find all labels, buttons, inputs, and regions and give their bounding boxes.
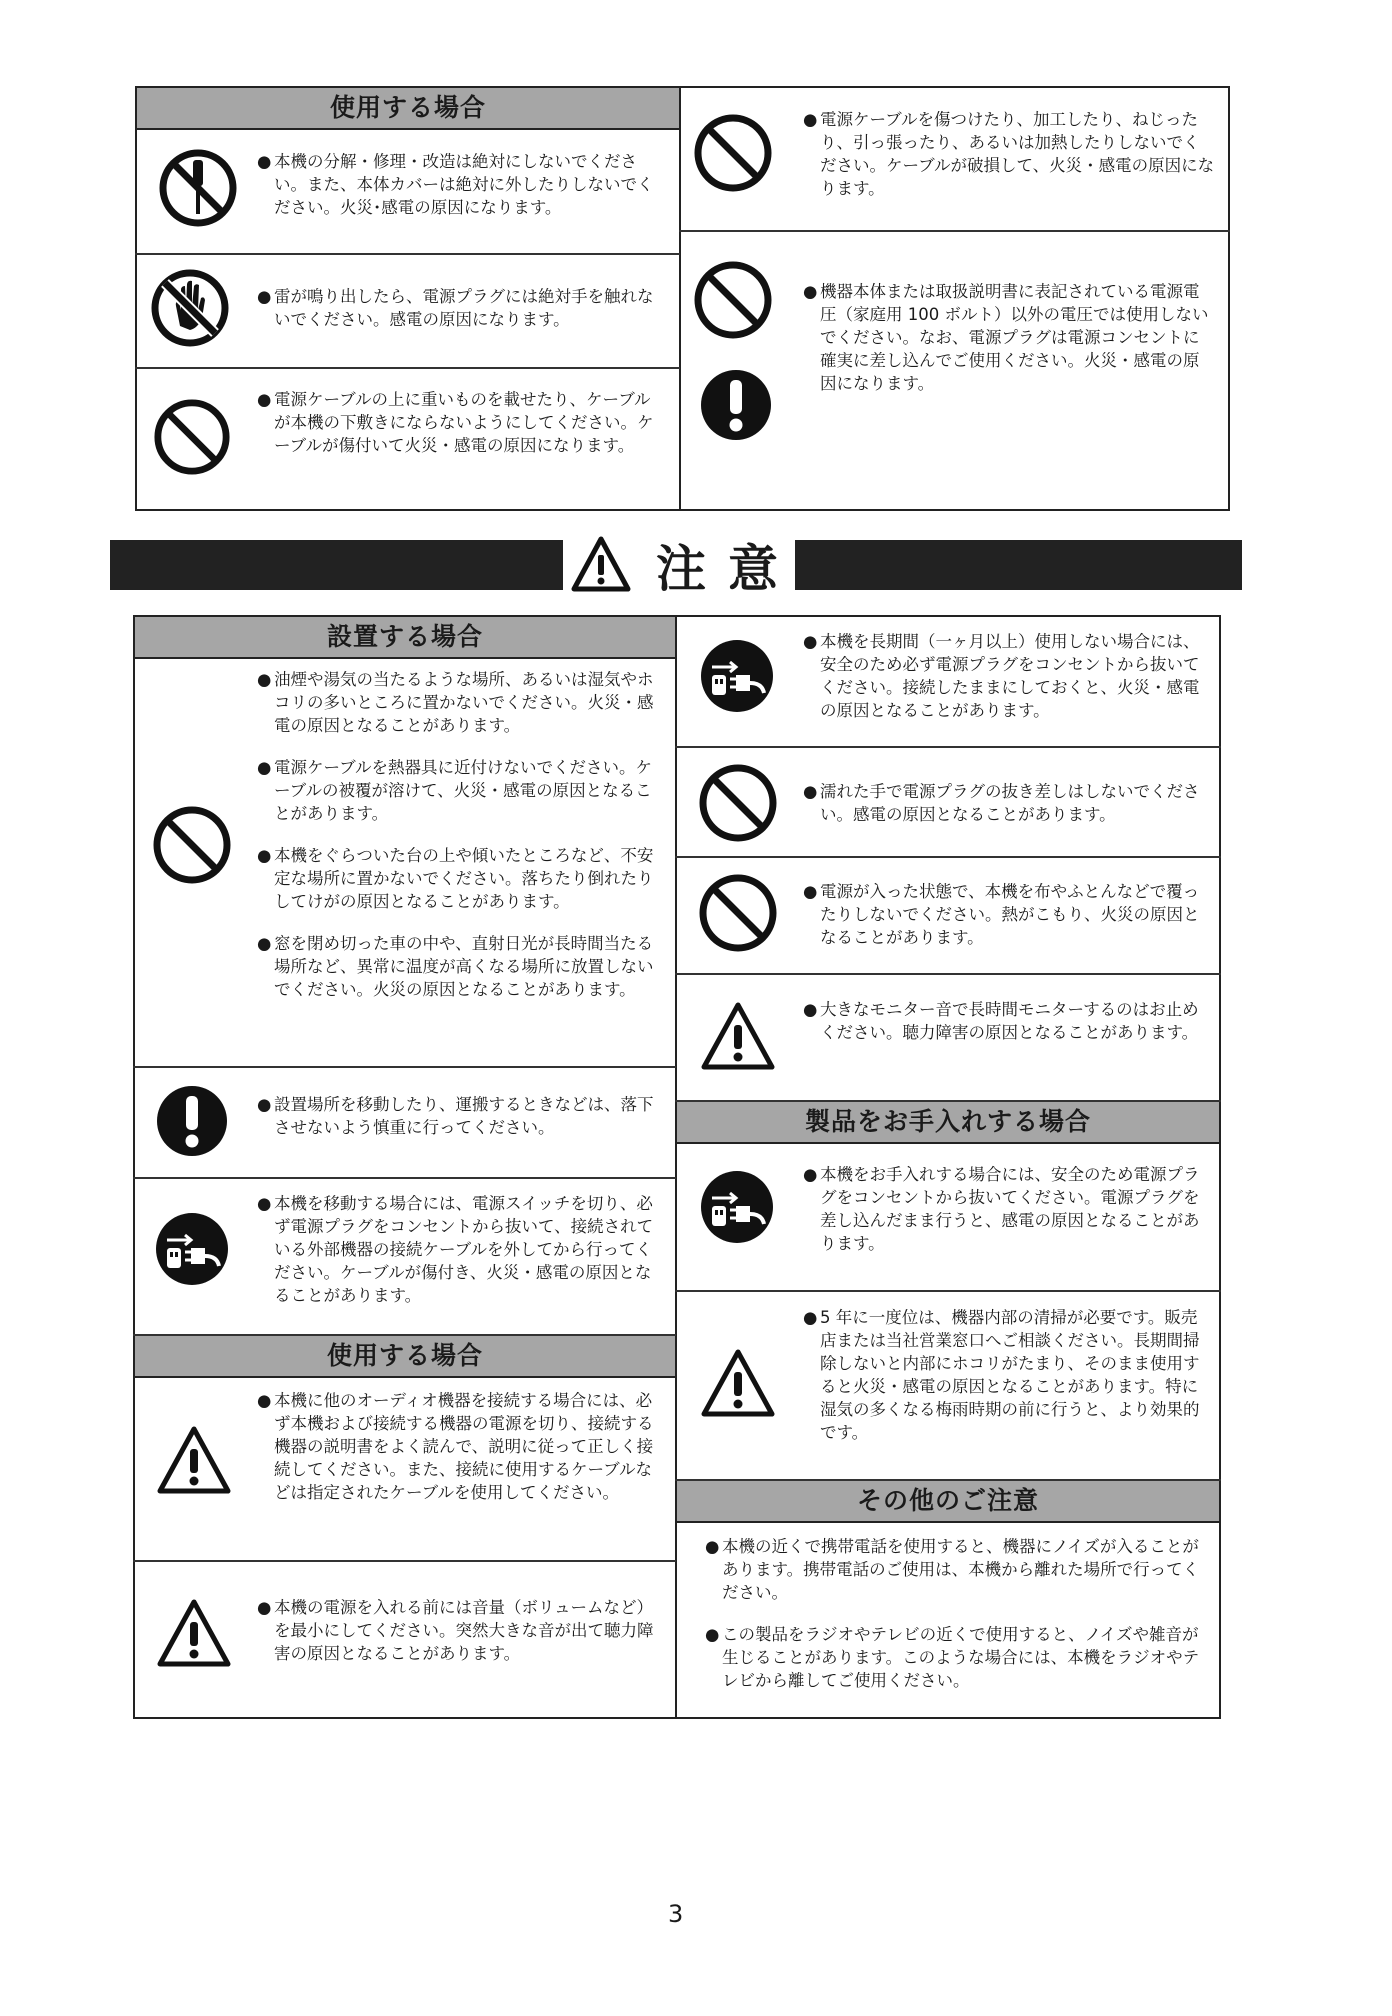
caution-banner-bar-right (795, 540, 1242, 590)
right-usage-paragraph: ● 大きなモニター音で長時間モニターするのはお止めください。聴力障害の原因となることがあります。 (803, 998, 1206, 1044)
installation-item-2-text (257, 1093, 662, 1139)
top-item-1-text (257, 150, 662, 219)
installation-header: 設置する場合 (135, 617, 675, 659)
usage-paragraph: ● 本機に他のオーディオ機器を接続する場合には、必ず本機および接続する機器の電源を切り、接続する機器の説明書をよく読んで、説明に従って正しく接続してください。また、接続に使用するケーブルなどは指定されたケーブルを使用してください。 (257, 1389, 662, 1504)
prohibition-icon (693, 260, 773, 340)
unplug-icon (700, 639, 774, 713)
other-paragraph: ● 本機の近くで携帯電話を使用すると、機器にノイズが入ることがあります。携帯電話のご使用は、本機から離れた場所で行ってください。 (705, 1535, 1205, 1604)
prohibition-icon (693, 113, 773, 193)
maintenance-header: 製品をお手入れする場合 (677, 1102, 1219, 1144)
maintenance-paragraph: ● 5 年に一度位は、機器内部の清掃が必要です。販売店または当社営業窓口へご相談ください。長期間掃除しないと内部にホコリがたまり、そのまま使用すると火災・感電の原因となることがあります。特に湿気の多くなる梅雨時期の前に行うと、より効果的です。 (803, 1306, 1206, 1444)
row-divider (133, 1560, 676, 1562)
caution-triangle-icon (700, 1001, 776, 1071)
prohibition-icon (152, 805, 232, 885)
top-item-2-text (257, 285, 662, 331)
mandatory-action-icon (156, 1085, 228, 1157)
row-divider (135, 367, 680, 369)
right-usage-item-1-text (803, 630, 1206, 722)
top-item-5-paragraph: ● 機器本体または取扱説明書に表記されている電源電圧（家庭用 100 ボルト）以外の電圧では使用しないでください。なお、電源プラグは電源コンセントに確実に差し込んでご使用ください。火災・感電の原因になります。 (803, 280, 1215, 395)
caution-table-divider (675, 615, 677, 1719)
row-divider (133, 1066, 676, 1068)
do-not-touch-icon (150, 268, 230, 348)
installation-item-3-text (257, 1192, 662, 1307)
installation-paragraph: ● 本機を移動する場合には、電源スイッチを切り、必ず電源プラグをコンセントから抜いて、接続されている外部機器の接続ケーブルを外してから行ってください。ケーブルが傷付き、火災・感電の原因となることがあります。 (257, 1192, 662, 1307)
usage-item-2-text (257, 1596, 662, 1665)
caution-banner-bar-left (110, 540, 563, 590)
right-usage-paragraph: ● 電源が入った状態で、本機を布やふとんなどで覆ったりしないでください。熱がこもり、火災の原因となることがあります。 (803, 880, 1206, 949)
maintenance-paragraph: ● 本機をお手入れする場合には、安全のため電源プラグをコンセントから抜いてください。電源プラグを差し込んだまま行うと、感電の原因となることがあります。 (803, 1163, 1206, 1255)
row-divider (675, 1290, 1221, 1292)
top-table-divider (679, 86, 681, 511)
usage-item-1-text (257, 1389, 662, 1504)
top-item-5-text (803, 280, 1215, 395)
row-divider (679, 230, 1230, 232)
prohibition-icon (153, 398, 231, 476)
top-item-2-paragraph: ● 雷が鳴り出したら、電源プラグには絶対手を触れないでください。感電の原因になります。 (257, 285, 662, 331)
mandatory-action-icon (700, 369, 772, 441)
installation-paragraph: ● 油煙や湯気の当たるような場所、あるいは湿気やホコリの多いところに置かないでください。火災・感電の原因となることがあります。 (257, 668, 662, 737)
top-item-3-text (257, 388, 662, 457)
top-item-4-text (803, 108, 1215, 200)
maintenance-item-1-text (803, 1163, 1206, 1255)
installation-paragraph: ● 窓を閉め切った車の中や、直射日光が長時間当たる場所など、異常に温度が高くなる場所に放置しないでください。火災の原因となることがあります。 (257, 932, 662, 1001)
warning-triangle-icon (570, 535, 632, 593)
other-paragraph: ● この製品をラジオやテレビの近くで使用すると、ノイズや雑音が生じることがあります。このような場合には、本機をラジオやテレビから離してご使用ください。 (705, 1623, 1205, 1692)
row-divider (135, 253, 680, 255)
right-usage-item-4-text (803, 998, 1206, 1044)
top-item-4-paragraph: ● 電源ケーブルを傷つけたり、加工したり、ねじったり、引っ張ったり、あるいは加熱したりしないでください。ケーブルが破損して、火災・感電の原因になります。 (803, 108, 1215, 200)
prohibition-icon (698, 873, 778, 953)
page-number: 3 (668, 1900, 684, 1928)
caution-banner-title: 注意 (656, 540, 800, 598)
right-usage-paragraph: ● 本機を長期間（一ヶ月以上）使用しない場合には、安全のため必ず電源プラグをコンセントから抜いてください。接続したままにしておくと、火災・感電の原因となることがあります。 (803, 630, 1206, 722)
no-disassembly-icon (158, 148, 238, 228)
installation-paragraph: ● 電源ケーブルを熱器具に近付けないでください。ケーブルの被覆が溶けて、火災・感電の原因となることがあります。 (257, 756, 662, 825)
usage-header: 使用する場合 (135, 1336, 675, 1378)
other-notes-header: その他のご注意 (677, 1481, 1219, 1523)
row-divider (675, 856, 1221, 858)
installation-item-1-text (257, 668, 662, 1001)
row-divider (675, 973, 1221, 975)
usage-paragraph: ● 本機の電源を入れる前には音量（ボリュームなど）を最小にしてください。突然大きな音が出て聴力障害の原因となることがあります。 (257, 1596, 662, 1665)
other-notes-text (705, 1535, 1205, 1692)
unplug-icon (155, 1212, 229, 1286)
caution-triangle-icon (156, 1425, 232, 1495)
row-divider (133, 1177, 676, 1179)
right-usage-item-2-text (803, 780, 1206, 826)
caution-triangle-icon (156, 1598, 232, 1668)
caution-triangle-icon (700, 1348, 776, 1418)
installation-paragraph: ● 本機をぐらついた台の上や傾いたところなど、不安定な場所に置かないでください。落ちたり倒れたりしてけがの原因となることがあります。 (257, 844, 662, 913)
right-usage-paragraph: ● 濡れた手で電源プラグの抜き差しはしないでください。感電の原因となることがあります。 (803, 780, 1206, 826)
row-divider (675, 746, 1221, 748)
top-item-3-paragraph: ● 電源ケーブルの上に重いものを載せたり、ケーブルが本機の下敷きにならないようにしてください。ケーブルが傷付いて火災・感電の原因になります。 (257, 388, 662, 457)
unplug-icon (700, 1170, 774, 1244)
top-section-header: 使用する場合 (137, 88, 679, 130)
right-usage-item-3-text (803, 880, 1206, 949)
top-item-1-paragraph: ● 本機の分解・修理・改造は絶対にしないでください。また、本体カバーは絶対に外したりしないでください。火災･感電の原因になります。 (257, 150, 662, 219)
installation-paragraph: ● 設置場所を移動したり、運搬するときなどは、落下させないよう慎重に行ってください。 (257, 1093, 662, 1139)
maintenance-item-2-text (803, 1306, 1206, 1444)
prohibition-icon (698, 763, 778, 843)
